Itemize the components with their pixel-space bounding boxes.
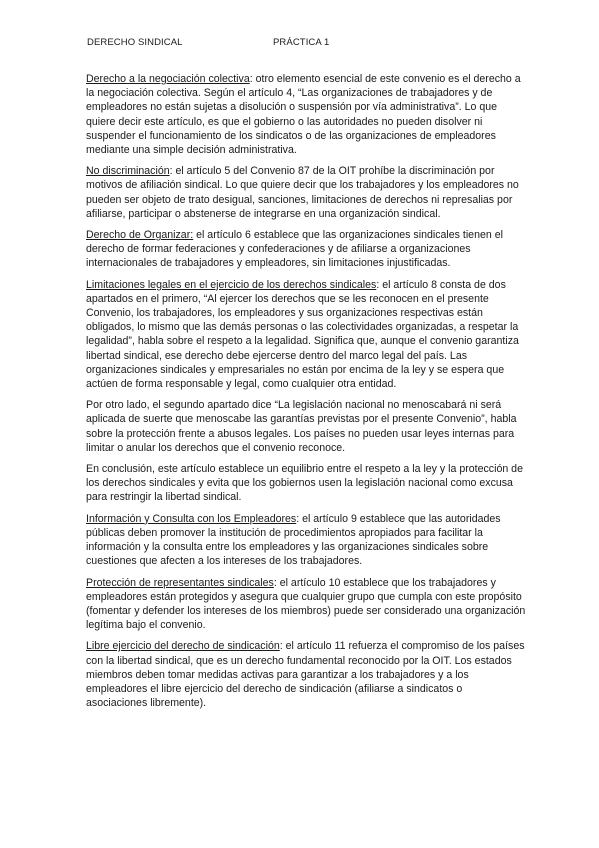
section-term: Información y Consulta con los Empleadores	[86, 512, 297, 525]
section-text: el artículo 6 establece que las organizaciones sindicales tienen el derecho de formar federaciones y confederaciones y de afiliarse a organizaciones internacionales de trabajadores y empleadores, sin limitaciones injustificadas.	[86, 229, 503, 270]
section-text: Por otro lado, el segundo apartado dice “La legislación nacional no menoscabará ni será aplicada de suerte que menoscabe las garantías previstas por el presente Convenio”, habla sobre la protección frente a abusos legales. Los países no pueden usar leyes internas para limitar o anular los derechos que el convenio reconoce.	[86, 399, 517, 454]
section-term: Limitaciones legales en el ejercicio de los derechos sindicales	[86, 278, 377, 291]
paragraph-limitaciones-legales	[86, 278, 526, 392]
section-term: Protección de representantes sindicales	[86, 576, 274, 589]
section-text: : otro elemento esencial de este convenio es el derecho a la negociación colectiva. Según el artículo 4, “Las organizaciones de trabajadores y de empleadores no están sujetas a disolución o suspensión por vía administrativa”. Lo que quiere decir este artículo, es que el gobierno o las autoridades no pueden disolver ni suspender el funcionamiento de los sindicatos o de las organizaciones de empleadores mediante una simple decisión administrativa.	[86, 73, 521, 157]
section-term: Derecho a la negociación colectiva	[86, 73, 250, 85]
section-term: Derecho de Organizar:	[86, 229, 194, 242]
section-term: No discriminación	[86, 165, 170, 178]
section-text: : el artículo 11 refuerza el compromiso de los países con la libertad sindical, que es un derecho fundamental reconocido por la OIT. Los estados miembros deben tomar medidas activas para garantizar a los trabajadores y a los empleadores el libre ejercicio del derecho de sindicación (afiliarse a sindicatos o asociaciones libremente).	[86, 640, 525, 710]
paragraph-proteccion-representantes	[86, 576, 526, 633]
section-text: : el artículo 8 consta de dos apartados en el primero, “Al ejercer los derechos que se les reconocen en el presente Convenio, los trabajadores, los empleadores y sus organizaciones respectivas están obligados, lo mismo que las demás personas o las colectividades organizadas, a respetar la legalidad”, habla sobre el respeto a la legalidad. Significa que, aunque el convenio garantiza libertad sindical, ese derecho debe ejercerse dentro del marco legal del país. Las organizaciones sindicales y empresariales no están por encima de la ley y se espera que actúen de forma responsable y legal, como cualquier otra entidad.	[86, 278, 519, 391]
section-text: : el artículo 10 establece que los trabajadores y empleadores están protegidos y asegura que cualquier grupo que cumpla con este propósito (fomentar y defender los intereses de los miembros) puede ser considerado una organización legítima bajo el convenio.	[86, 576, 526, 632]
section-text: : el artículo 5 del Convenio 87 de la OIT prohíbe la discriminación por motivos de afiliación sindical. Lo que quiere decir que los trabajadores y los empleadores no pueden ser objeto de trato desigual, sanciones, limitaciones de derechos ni represalias por afiliarse, participar o abstenerse de integrarse en una organización sindical.	[86, 165, 519, 220]
paragraph-no-discriminacion	[86, 164, 526, 221]
section-text: : el artículo 9 establece que las autoridades públicas deben promover la institución de procedimientos apropiados para facilitar la información y la consulta entre los empleadores y las organizaciones sindicales sobre cuestiones que afecten a los intereses de los trabajadores.	[86, 512, 501, 568]
paragraph-informacion-consulta	[86, 512, 526, 569]
header-subject: DERECHO SINDICAL	[87, 37, 183, 48]
document-body	[86, 72, 526, 717]
section-text: En conclusión, este artículo establece un equilibrio entre el respeto a la ley y la protección de los derechos sindicales y evita que los gobiernos usen la legislación nacional como excusa para restringir la libertad sindical.	[86, 463, 523, 504]
paragraph-negociacion-colectiva	[86, 72, 526, 157]
paragraph-segundo-apartado	[86, 398, 526, 455]
header-practice: PRÁCTICA 1	[273, 37, 330, 48]
paragraph-conclusion	[86, 462, 526, 505]
paragraph-derecho-organizar	[86, 228, 526, 271]
section-term: Libre ejercicio del derecho de sindicación	[86, 640, 280, 653]
paragraph-libre-ejercicio	[86, 639, 526, 710]
